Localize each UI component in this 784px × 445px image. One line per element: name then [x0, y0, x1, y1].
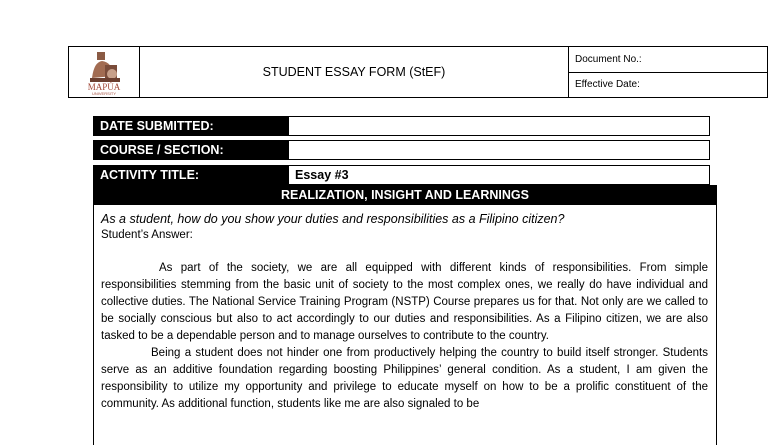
- form-title: STUDENT ESSAY FORM (StEF): [140, 47, 569, 97]
- date-submitted-field[interactable]: [288, 116, 710, 136]
- course-section-row: [93, 140, 710, 160]
- date-submitted-row: [93, 116, 710, 136]
- answer-paragraph: As part of the society, we are all equipped with different kinds of responsibilities. From simple responsibilities stemming from the basic unit of society to the most complex ones, we really do have individual and collective duties. The National Service Training Program (NSTP) Course prepares us for that. Not only are we called to be socially conscious but also to act accordingly to our duties and responsibilities. As a Filipino citizen, we are also tasked to be a dependable person and to manage ourselves to contribute to the country.: [101, 262, 708, 342]
- activity-title-row: [93, 165, 710, 185]
- section-title: REALIZATION, INSIGHT AND LEARNINGS: [93, 185, 717, 205]
- logo-text: MAPÚA: [87, 82, 121, 92]
- document-meta: [569, 47, 767, 97]
- university-logo-icon: [78, 48, 130, 96]
- logo-cell: [69, 47, 140, 97]
- document-no-label: Document No.:: [575, 53, 642, 65]
- answer-label: Student’s Answer:: [101, 229, 193, 241]
- course-section-label: COURSE / SECTION:: [93, 140, 288, 160]
- effective-date-label: Effective Date:: [569, 72, 767, 98]
- logo-subtext: UNIVERSITY: [91, 91, 117, 96]
- essay-question: As a student, how do you show your duties and responsibilities as a Filipino citizen?: [101, 212, 565, 226]
- form-header: [68, 46, 768, 98]
- date-submitted-label: DATE SUBMITTED:: [93, 116, 288, 136]
- activity-title-label: ACTIVITY TITLE:: [93, 165, 288, 185]
- essay-body: [93, 205, 717, 445]
- activity-title-field[interactable]: Essay #3: [288, 165, 710, 185]
- answer-paragraph: Being a student does not hinder one from productively helping the country to build itself stronger. Students serve as an additive foundation regarding boosting Philippines’ general condition. As a student, I am given the responsibility to utilize my opportunity and privilege to educate myself on how to be a prolific constituent of the community. As additional function, students like me are also signaled to be: [101, 347, 708, 410]
- course-section-field[interactable]: [288, 140, 710, 160]
